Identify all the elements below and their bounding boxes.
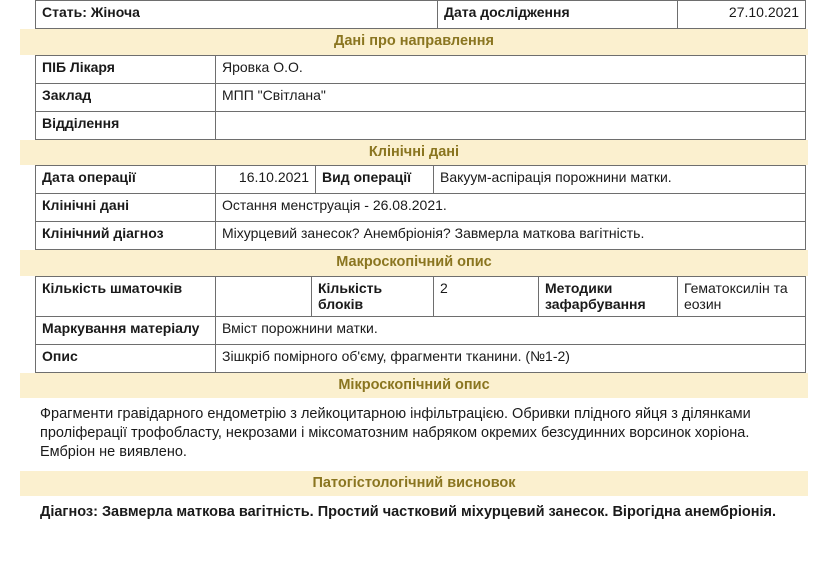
description-value: Зішкріб помірного об'єму, фрагменти тканини. (№1-2) bbox=[216, 344, 806, 372]
sex-label: Стать: Жіноча bbox=[36, 1, 438, 29]
facility-value: МПП "Світлана" bbox=[216, 83, 806, 111]
table-row bbox=[36, 83, 806, 111]
macroscopic-table bbox=[35, 276, 806, 373]
section-header-microscopic: Мікроскопічний опис bbox=[20, 373, 808, 399]
table-row bbox=[36, 344, 806, 372]
table-row bbox=[36, 194, 806, 222]
patient-header-table bbox=[35, 0, 806, 29]
operation-date-value: 16.10.2021 bbox=[216, 166, 316, 194]
department-label: Відділення bbox=[36, 111, 216, 139]
staining-value: Гематоксилін та еозин bbox=[678, 276, 806, 316]
section-header-referral: Дані про направлення bbox=[20, 29, 808, 55]
blocks-value: 2 bbox=[434, 276, 539, 316]
blocks-label: Кількість блоків bbox=[312, 276, 434, 316]
table-row bbox=[36, 111, 806, 139]
marking-label: Маркування матеріалу bbox=[36, 316, 216, 344]
table-row bbox=[36, 1, 806, 29]
clinical-table bbox=[35, 165, 806, 250]
operation-type-value: Вакуум-аспірація порожнини матки. bbox=[434, 166, 806, 194]
clinical-data-value: Остання менструація - 26.08.2021. bbox=[216, 194, 806, 222]
operation-date-label: Дата операції bbox=[36, 166, 216, 194]
table-row bbox=[36, 222, 806, 250]
study-date-label: Дата дослідження bbox=[438, 1, 678, 29]
table-row bbox=[36, 316, 806, 344]
operation-type-label: Вид операції bbox=[316, 166, 434, 194]
table-row bbox=[36, 166, 806, 194]
microscopic-text: Фрагменти гравідарного ендометрію з лейкоцитарною інфільтрацією. Обривки плідного яйця з ділянками проліферації трофобласту, некрозами і міксоматозним набряком окремих безсудинних ворсинок хоріона. Ембріон не виявлено. bbox=[40, 406, 751, 460]
department-value bbox=[216, 111, 806, 139]
section-header-conclusion: Патогістологічний висновок bbox=[20, 471, 808, 497]
section-header-clinical: Клінічні дані bbox=[20, 140, 808, 166]
clinical-diagnosis-label: Клінічний діагноз bbox=[36, 222, 216, 250]
conclusion-text: Діагноз: Завмерла маткова вагітність. Простий частковий міхурцевий занесок. Вірогідна анембріонія. bbox=[40, 504, 777, 521]
table-row bbox=[36, 55, 806, 83]
facility-label: Заклад bbox=[36, 83, 216, 111]
staining-label: Методики зафарбування bbox=[539, 276, 678, 316]
doctor-value: Яровка О.О. bbox=[216, 55, 806, 83]
pieces-label: Кількість шматочків bbox=[36, 276, 216, 316]
pieces-value bbox=[216, 276, 312, 316]
description-label: Опис bbox=[36, 344, 216, 372]
table-row bbox=[36, 276, 806, 316]
doctor-label: ПІБ Лікаря bbox=[36, 55, 216, 83]
referral-table bbox=[35, 55, 806, 140]
marking-value: Вміст порожнини матки. bbox=[216, 316, 806, 344]
section-header-macroscopic: Макроскопічний опис bbox=[20, 250, 808, 276]
clinical-data-label: Клінічні дані bbox=[36, 194, 216, 222]
study-date-value: 27.10.2021 bbox=[678, 1, 806, 29]
clinical-diagnosis-value: Міхурцевий занесок? Анембріонія? Завмерла маткова вагітність. bbox=[216, 222, 806, 250]
